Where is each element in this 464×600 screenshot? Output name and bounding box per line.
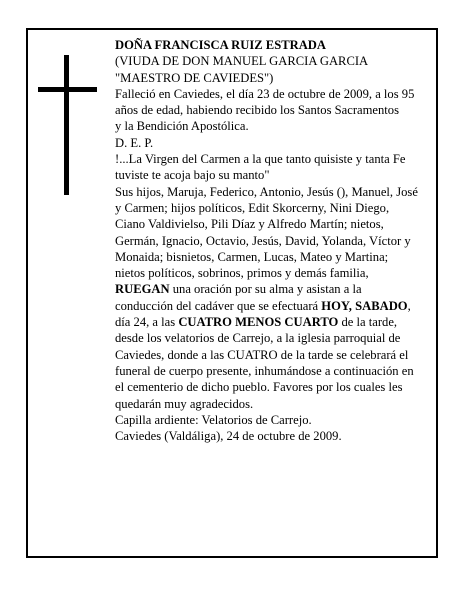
request-keyword: RUEGAN	[115, 282, 170, 297]
chapel-line: Capilla ardiente: Velatorios de Carrejo.	[115, 412, 312, 427]
rip-line: D. E. P.	[115, 135, 154, 150]
deceased-name: DOÑA FRANCISCA RUIZ ESTRADA	[115, 38, 326, 52]
widow-of-line: (VIUDA DE DON MANUEL GARCIA GARCIA	[115, 54, 369, 69]
cross-icon-vertical-bar	[64, 55, 69, 195]
request-text-3: de la tarde, desde los velatorios de Carrejo, a la iglesia parroquial de Caviedes, donde a las CUATRO de la tarde se celebrará el funeral de cuerpo presente, inhumándose a continuación en el cementerio de dicho pueblo. Favores por los cuales les quedarán muy agradecidos.	[115, 315, 414, 411]
request-text-1: una oración por su alma y asistan a la conducción del cadáver que se efectuará	[115, 282, 362, 313]
death-announcement: Falleció en Caviedes, el día 23 de octubre de 2009, a los 95 años de edad, habiendo recibido los Santos Sacramentos	[115, 86, 415, 118]
family-list: Sus hijos, Maruja, Federico, Antonio, Jesús (), Manuel, José y Carmen; hijos políticos, Edit Skorcerny, Nini Diego, Ciano Valdivielso, Pili Díaz y Alfredo Martín; nietos, Germán, Ignacio, Octavio, Jesús, David, Yolanda, Víctor y Monaida; bisnietos, Carmen, Lucas, Mateo y Martina; nietos políticos, sobrinos, primos y demás familia,	[115, 184, 418, 281]
place-date-line: Caviedes (Valdáliga), 24 de octubre de 2009.	[115, 429, 342, 444]
blessing-line: y la Bendición Apostólica.	[115, 119, 249, 134]
obituary-text	[115, 37, 420, 444]
nickname-line: "MAESTRO DE CAVIEDES")	[115, 70, 274, 85]
request-text-2: , día 24, a las	[115, 298, 411, 330]
request-hoy: HOY, SABADO	[321, 298, 408, 313]
request-hour: CUATRO MENOS CUARTO	[178, 315, 339, 330]
cross-icon-horizontal-bar	[38, 87, 97, 92]
prayer-line: !...La Virgen del Carmen a la que tanto quisiste y tanta Fe tuviste te acoja bajo su manto"	[115, 152, 406, 183]
funeral-request	[115, 281, 420, 411]
